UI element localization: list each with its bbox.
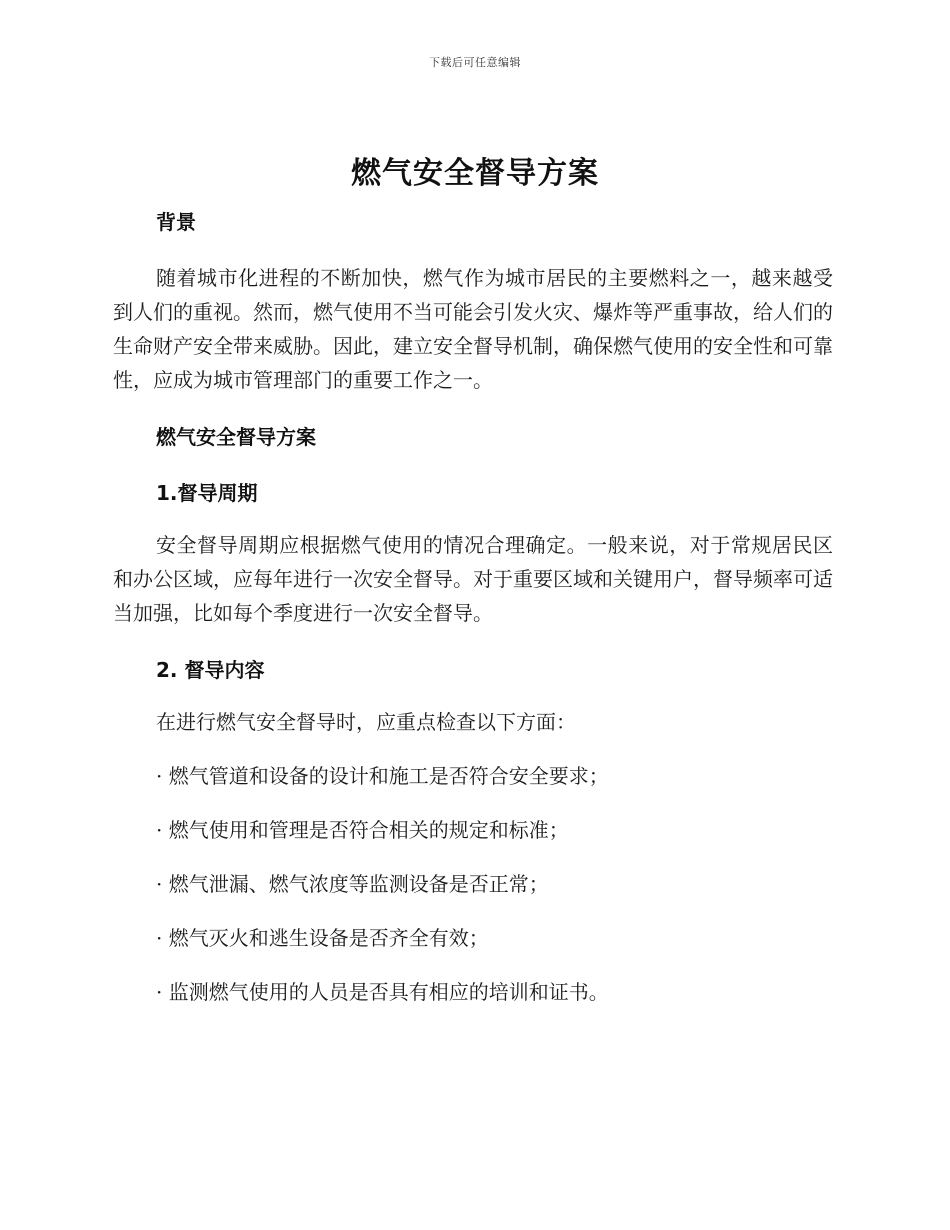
header-note: 下载后可任意编辑 (429, 56, 521, 69)
list-item: · 燃气使用和管理是否符合相关的规定和标准； (156, 818, 569, 842)
paragraph-background: 随着城市化进程的不断加快，燃气作为城市居民的主要燃料之一，越来越受到人们的重视。然而，燃气使用不当可能会引发火灾、爆炸等严重事故，给人们的生命财产安全带来威胁。因此，建立安全督导机制，确保燃气使用的安全性和可靠性，应成为城市管理部门的重要工作之一。 (113, 266, 833, 392)
list-item: · 燃气灭火和逃生设备是否齐全有效； (156, 926, 489, 950)
list-item: · 监测燃气使用的人员是否具有相应的培训和证书。 (156, 980, 609, 1004)
list-item: · 燃气管道和设备的设计和施工是否符合安全要求； (156, 764, 609, 788)
document-title: 燃气安全督导方案 (351, 156, 599, 191)
paragraph-cycle: 安全督导周期应根据燃气使用的情况合理确定。一般来说，对于常规居民区和办公区域，应每年进行一次安全督导。对于重要区域和关键用户，督导频率可适当加强，比如每个季度进行一次安全督导。 (113, 533, 833, 625)
list-item: · 燃气泄漏、燃气浓度等监测设备是否正常； (156, 872, 549, 896)
paragraph-content-intro: 在进行燃气安全督导时，应重点检查以下方面： (156, 710, 576, 734)
section-heading-background: 背景 (156, 210, 196, 234)
section-heading-plan: 燃气安全督导方案 (156, 425, 316, 449)
document-body (113, 200, 833, 1009)
subsection-heading-content: 2. 督导内容 (156, 658, 265, 682)
subsection-heading-cycle: 1.督导周期 (156, 481, 258, 505)
